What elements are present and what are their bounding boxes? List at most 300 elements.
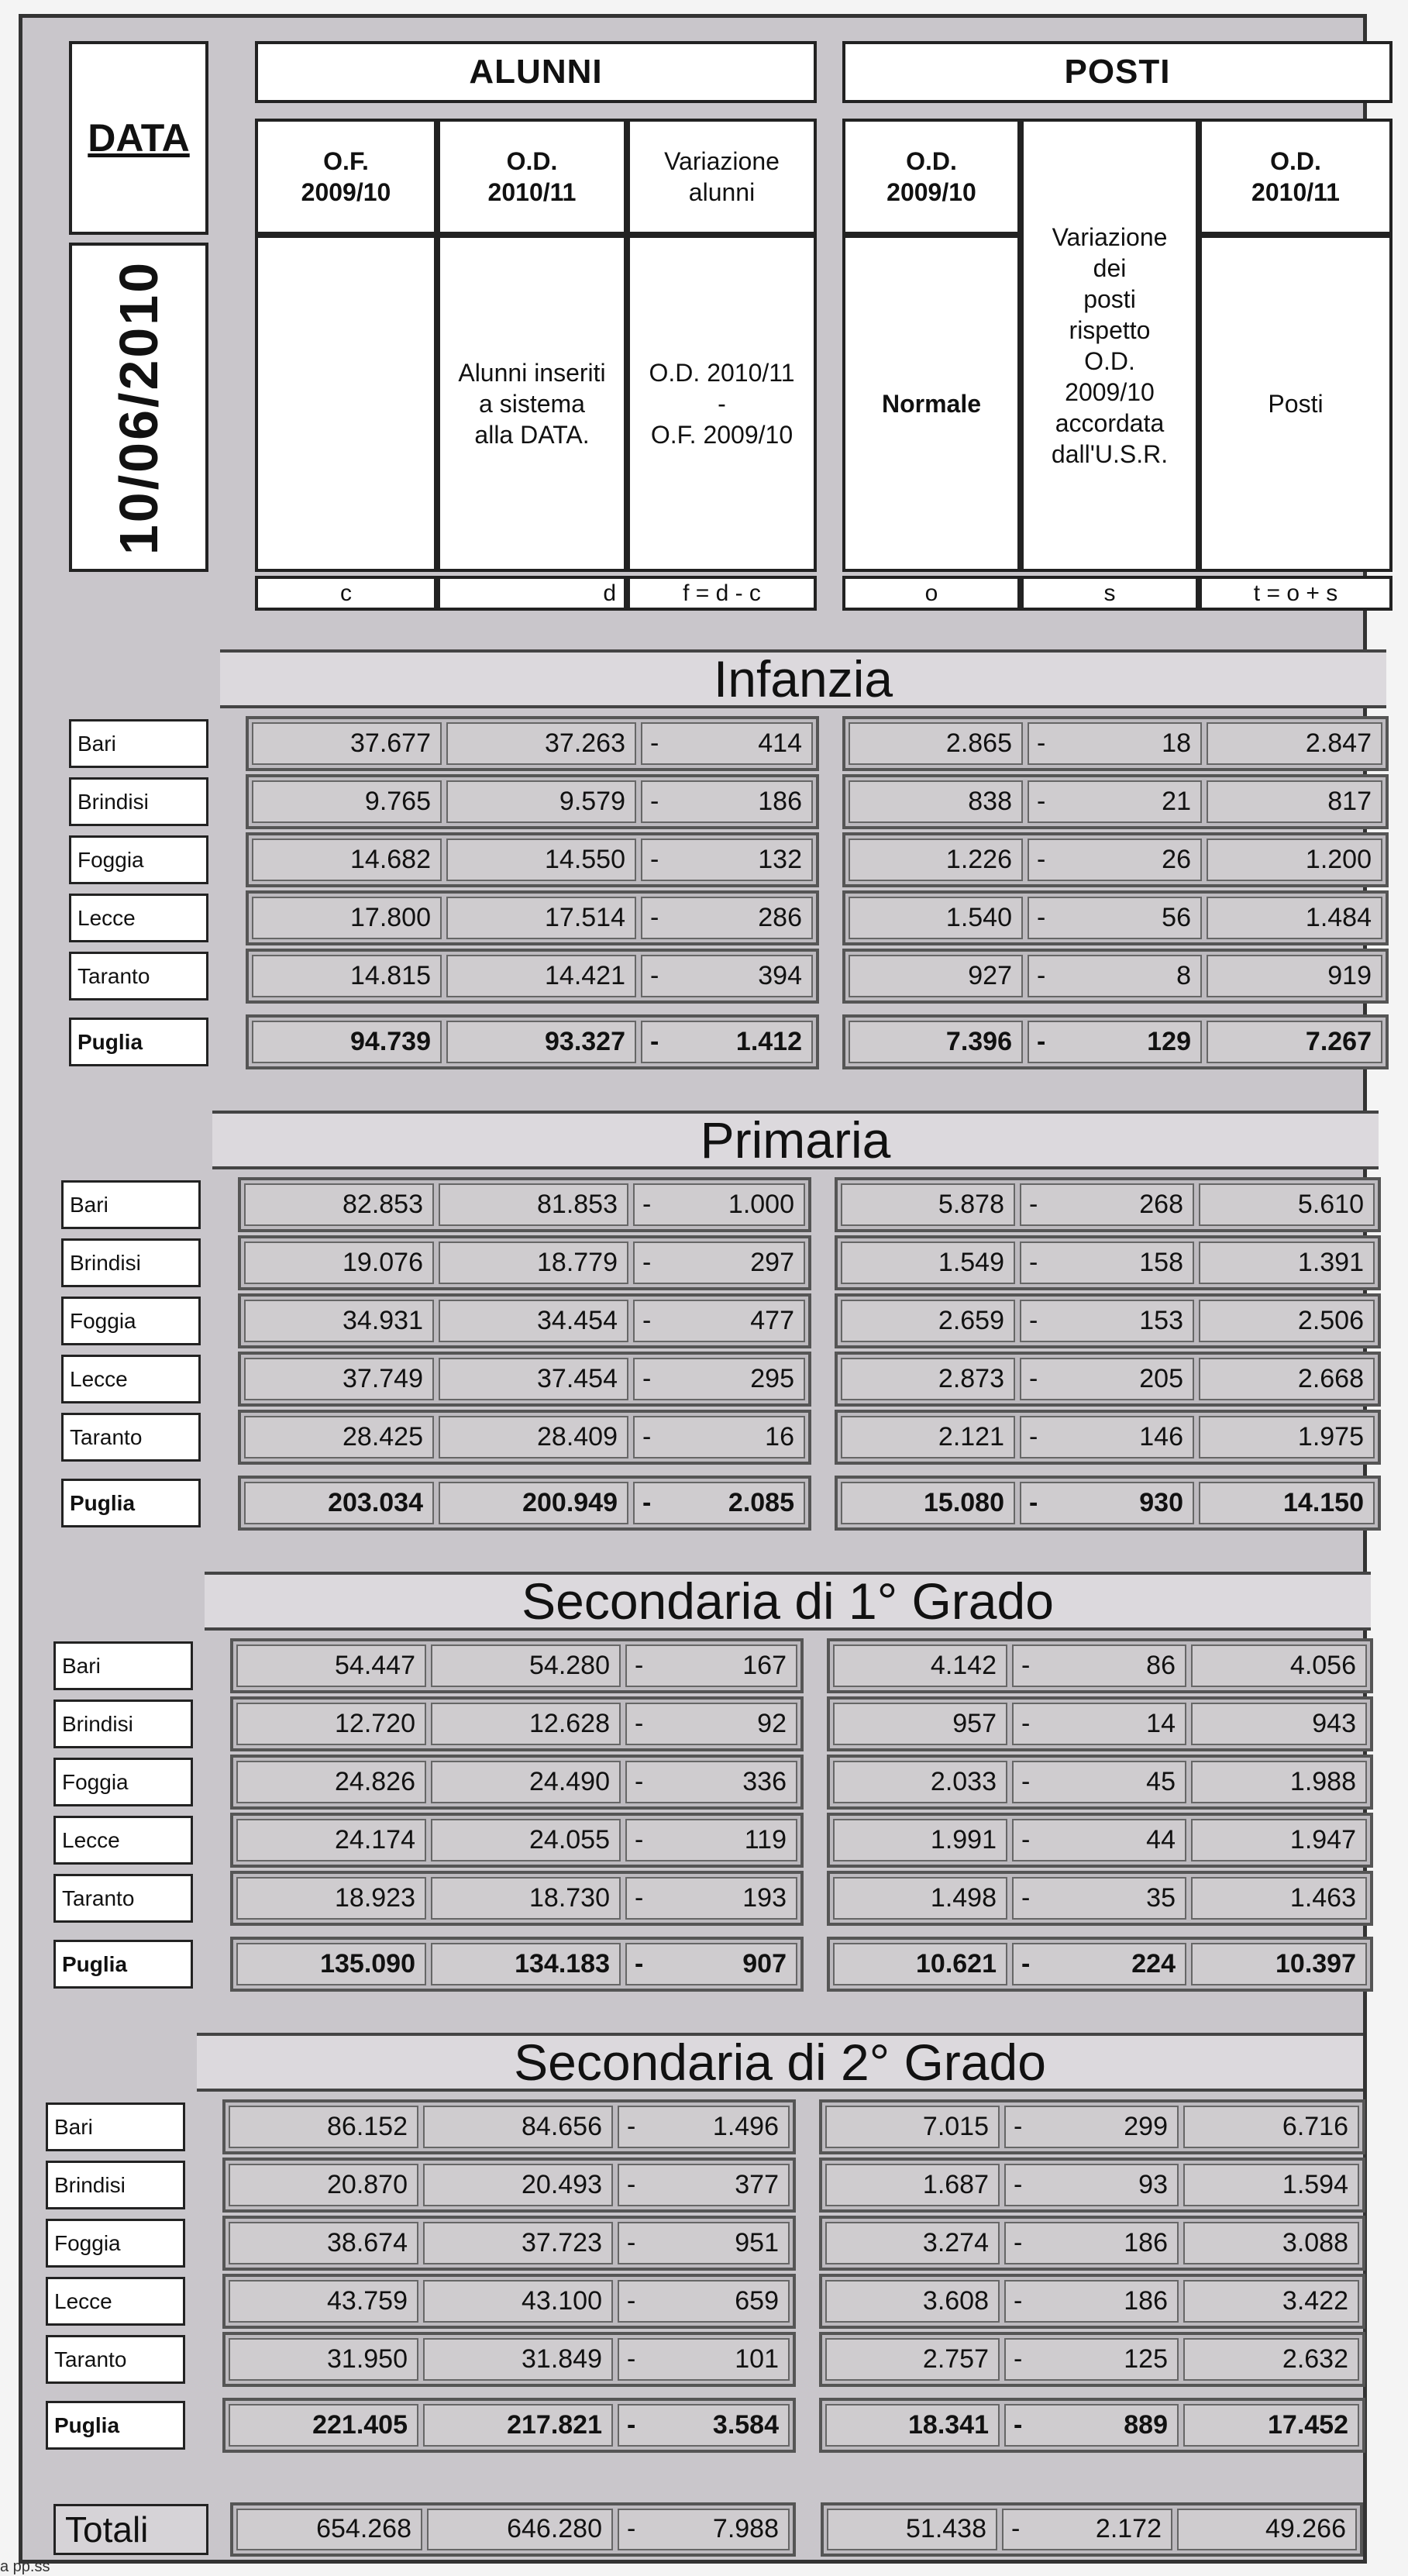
cell-value: 17.800 <box>350 903 431 932</box>
province-label: Foggia <box>61 1297 201 1345</box>
alunni-row <box>246 890 819 945</box>
cell-f <box>625 1877 797 1920</box>
alunni-row <box>230 1638 804 1693</box>
cell-value: 146 <box>1139 1422 1183 1452</box>
col-letter-c: c <box>255 576 437 611</box>
cell-c <box>229 2280 418 2323</box>
cell-value: 56 <box>1162 903 1191 932</box>
totali-c: 654.268 <box>236 2509 422 2550</box>
alunni-row <box>230 1937 804 1992</box>
cell-value: 1.000 <box>728 1190 794 1219</box>
province-label: Brindisi <box>69 777 208 826</box>
cell-o <box>825 2338 1000 2381</box>
cell-o <box>833 1943 1007 1985</box>
cell-value: 2.865 <box>945 728 1012 758</box>
cell-s <box>1028 780 1202 823</box>
cell-o <box>825 2280 1000 2323</box>
cell-value: 200.949 <box>522 1488 618 1517</box>
cell-d <box>446 839 636 881</box>
cell-value: 186 <box>758 787 802 816</box>
cell-value: 18 <box>1162 728 1191 758</box>
cell-c <box>244 1358 434 1400</box>
cell-value: 205 <box>1139 1364 1183 1393</box>
cell-value: 1.975 <box>1297 1422 1364 1452</box>
alunni-row <box>222 2274 796 2329</box>
cell-value: 7.267 <box>1305 1027 1372 1056</box>
cell-t <box>1183 2222 1359 2264</box>
alunni-row <box>238 1177 811 1232</box>
minus-sign: - <box>1021 1949 1031 1978</box>
section-title: Primaria <box>212 1111 1379 1169</box>
cell-value: 2.757 <box>922 2344 989 2374</box>
posti-row <box>842 774 1389 829</box>
cell-value: 15.080 <box>924 1488 1004 1517</box>
cell-value: 1.463 <box>1289 1883 1356 1913</box>
posti-row <box>842 716 1389 771</box>
totali-label: Totali <box>53 2504 208 2555</box>
minus-sign: - <box>635 1883 644 1913</box>
cell-c <box>236 1819 426 1861</box>
cell-value: 927 <box>968 961 1012 990</box>
posti-row <box>827 1638 1373 1693</box>
cell-value: 8 <box>1176 961 1191 990</box>
minus-sign: - <box>1014 2344 1023 2374</box>
cell-value: 1.200 <box>1305 845 1372 874</box>
footer-note: a pp.ss <box>0 2558 50 2575</box>
cell-d <box>446 955 636 997</box>
cell-s <box>1012 1703 1186 1745</box>
province-label: Brindisi <box>46 2161 185 2209</box>
totali-s: - 2.172 <box>1002 2509 1172 2550</box>
cell-s <box>1028 897 1202 939</box>
cell-t <box>1191 1943 1367 1985</box>
minus-sign: - <box>635 1825 644 1855</box>
cell-c <box>244 1482 434 1524</box>
cell-s <box>1020 1183 1194 1226</box>
cell-t <box>1199 1416 1375 1458</box>
cell-value: 82.853 <box>343 1190 423 1219</box>
cell-s <box>1012 1877 1186 1920</box>
cell-value: 838 <box>968 787 1012 816</box>
cell-value: 38.674 <box>327 2228 408 2257</box>
alunni-header: ALUNNI <box>255 41 817 103</box>
posti-row <box>827 1696 1373 1751</box>
cell-d <box>431 1644 621 1687</box>
posti-row <box>819 2216 1365 2271</box>
province-label: Brindisi <box>61 1238 201 1287</box>
posti-row <box>835 1352 1381 1407</box>
region-total-label: Puglia <box>53 1940 193 1989</box>
col-letter-d: d <box>437 576 627 611</box>
province-label: Lecce <box>53 1816 193 1865</box>
cell-d <box>431 1819 621 1861</box>
cell-c <box>236 1644 426 1687</box>
cell-value: 6.716 <box>1282 2112 1348 2141</box>
cell-value: 1.412 <box>735 1027 802 1056</box>
cell-s <box>1020 1416 1194 1458</box>
posti-row <box>835 1293 1381 1348</box>
cell-value: 1.988 <box>1289 1767 1356 1796</box>
cell-value: 17.514 <box>545 903 625 932</box>
totali-o: 51.438 <box>827 2509 997 2550</box>
cell-o <box>849 1021 1023 1063</box>
data-label: DATA <box>88 116 190 160</box>
cell-value: 12.720 <box>335 1709 415 1738</box>
cell-d <box>431 1877 621 1920</box>
cell-o <box>833 1703 1007 1745</box>
cell-value: 1.687 <box>922 2170 989 2199</box>
posti-row <box>835 1410 1381 1465</box>
region-total-label: Puglia <box>69 1018 208 1066</box>
cell-value: 299 <box>1124 2112 1168 2141</box>
report-date: 10/06/2010 <box>108 260 169 555</box>
cell-value: 134.183 <box>515 1949 610 1978</box>
minus-sign: - <box>650 961 659 990</box>
province-label: Taranto <box>61 1413 201 1462</box>
cell-o <box>833 1761 1007 1803</box>
totali-posti-group <box>821 2502 1363 2557</box>
cell-f <box>633 1416 805 1458</box>
cell-value: 153 <box>1139 1306 1183 1335</box>
col-letter-o: o <box>842 576 1021 611</box>
cell-o <box>833 1644 1007 1687</box>
minus-sign: - <box>650 1027 659 1056</box>
cell-value: 1.226 <box>945 845 1012 874</box>
alunni-row <box>246 716 819 771</box>
minus-sign: - <box>627 2228 636 2257</box>
cell-value: 9.579 <box>559 787 625 816</box>
cell-value: 14.550 <box>545 845 625 874</box>
cell-value: 21 <box>1162 787 1191 816</box>
province-label: Bari <box>69 719 208 768</box>
cell-d <box>439 1300 628 1342</box>
cell-d <box>431 1943 621 1985</box>
cell-value: 45 <box>1146 1767 1176 1796</box>
cell-value: 414 <box>758 728 802 758</box>
cell-value: 1.498 <box>930 1883 997 1913</box>
cell-value: 20.870 <box>327 2170 408 2199</box>
posti-row <box>827 1871 1373 1926</box>
cell-s <box>1028 1021 1202 1063</box>
col-letter-f: f = d - c <box>627 576 817 611</box>
minus-sign: - <box>650 787 659 816</box>
cell-value: 93.327 <box>545 1027 625 1056</box>
minus-sign: - <box>635 1709 644 1738</box>
cell-s <box>1020 1300 1194 1342</box>
cell-d <box>431 1703 621 1745</box>
col-variazione-alunni-title: Variazione alunni <box>627 119 817 235</box>
cell-s <box>1004 2280 1179 2323</box>
cell-c <box>229 2164 418 2206</box>
cell-value: 2.668 <box>1297 1364 1364 1393</box>
cell-f <box>618 2280 790 2323</box>
cell-c <box>236 1703 426 1745</box>
cell-value: 14.150 <box>1283 1488 1364 1517</box>
cell-value: 135.090 <box>320 1949 415 1978</box>
cell-o <box>849 722 1023 765</box>
minus-sign: - <box>1037 845 1046 874</box>
cell-o <box>841 1242 1015 1284</box>
col-od-2010-desc: Alunni inseriti a sistema alla DATA. <box>437 235 627 572</box>
cell-value: 1.540 <box>945 903 1012 932</box>
cell-c <box>236 1943 426 1985</box>
cell-c <box>252 780 442 823</box>
cell-t <box>1199 1482 1375 1524</box>
col-of-2009-title: O.F. 2009/10 <box>255 119 437 235</box>
cell-c <box>244 1183 434 1226</box>
cell-value: 4.056 <box>1289 1651 1356 1680</box>
totali-d: 646.280 <box>427 2509 613 2550</box>
cell-t <box>1191 1761 1367 1803</box>
cell-value: 377 <box>735 2170 779 2199</box>
minus-sign: - <box>1021 1767 1031 1796</box>
cell-value: 119 <box>744 1825 787 1855</box>
cell-value: 817 <box>1327 787 1372 816</box>
minus-sign: - <box>1021 1709 1031 1738</box>
cell-value: 907 <box>742 1949 787 1978</box>
minus-sign: - <box>1037 1027 1046 1056</box>
cell-value: 31.849 <box>522 2344 602 2374</box>
cell-value: 336 <box>742 1767 787 1796</box>
cell-o <box>841 1482 1015 1524</box>
cell-value: 16 <box>765 1422 794 1452</box>
col-variazione-posti-title: Variazione dei posti rispetto O.D. 2009/10 accordata dall'U.S.R. <box>1021 119 1199 572</box>
alunni-row <box>230 1696 804 1751</box>
province-label: Bari <box>53 1641 193 1690</box>
cell-value: 394 <box>758 961 802 990</box>
cell-t <box>1183 2106 1359 2148</box>
cell-f <box>641 780 813 823</box>
cell-s <box>1012 1644 1186 1687</box>
cell-o <box>825 2404 1000 2447</box>
alunni-row <box>238 1293 811 1348</box>
cell-s <box>1028 955 1202 997</box>
minus-sign: - <box>1037 787 1046 816</box>
cell-value: 14 <box>1146 1709 1176 1738</box>
cell-f <box>633 1482 805 1524</box>
cell-value: 217.821 <box>507 2410 602 2440</box>
cell-o <box>849 780 1023 823</box>
cell-value: 18.341 <box>908 2410 989 2440</box>
cell-s <box>1028 722 1202 765</box>
minus-sign: - <box>627 2344 636 2374</box>
cell-value: 4.142 <box>930 1651 997 1680</box>
alunni-row <box>222 2398 796 2453</box>
cell-d <box>439 1242 628 1284</box>
cell-c <box>252 722 442 765</box>
cell-value: 37.677 <box>350 728 431 758</box>
cell-d <box>446 897 636 939</box>
col-od-2010-posti-title: O.D. 2010/11 <box>1199 119 1393 235</box>
minus-sign: - <box>1037 728 1046 758</box>
cell-value: 14.682 <box>350 845 431 874</box>
cell-value: 37.454 <box>537 1364 618 1393</box>
cell-value: 1.391 <box>1297 1248 1364 1277</box>
cell-value: 24.174 <box>335 1825 415 1855</box>
cell-d <box>423 2280 613 2323</box>
province-label: Foggia <box>46 2219 185 2268</box>
cell-f <box>633 1358 805 1400</box>
cell-value: 26 <box>1162 845 1191 874</box>
cell-value: 3.274 <box>922 2228 989 2257</box>
cell-value: 18.779 <box>537 1248 618 1277</box>
cell-f <box>633 1242 805 1284</box>
cell-t <box>1191 1877 1367 1920</box>
posti-row <box>835 1476 1381 1531</box>
cell-value: 5.878 <box>938 1190 1004 1219</box>
cell-value: 3.422 <box>1282 2286 1348 2316</box>
cell-value: 1.484 <box>1305 903 1372 932</box>
cell-c <box>229 2222 418 2264</box>
cell-t <box>1191 1819 1367 1861</box>
cell-value: 86 <box>1146 1651 1176 1680</box>
col-variazione-alunni-desc: O.D. 2010/11 - O.F. 2009/10 <box>627 235 817 572</box>
cell-t <box>1207 780 1382 823</box>
cell-o <box>833 1877 1007 1920</box>
cell-f <box>641 955 813 997</box>
cell-value: 3.584 <box>712 2410 779 2440</box>
cell-d <box>446 780 636 823</box>
cell-value: 1.496 <box>712 2112 779 2141</box>
cell-s <box>1020 1242 1194 1284</box>
posti-row <box>819 2158 1365 2213</box>
cell-d <box>446 722 636 765</box>
minus-sign: - <box>627 2286 636 2316</box>
cell-c <box>252 1021 442 1063</box>
province-label: Bari <box>61 1180 201 1229</box>
posti-row <box>842 832 1389 887</box>
cell-value: 84.656 <box>522 2112 602 2141</box>
cell-s <box>1020 1482 1194 1524</box>
cell-s <box>1004 2222 1179 2264</box>
cell-c <box>229 2404 418 2447</box>
cell-f <box>618 2164 790 2206</box>
cell-value: 24.055 <box>529 1825 610 1855</box>
posti-row <box>842 949 1389 1004</box>
cell-t <box>1191 1703 1367 1745</box>
cell-value: 268 <box>1139 1190 1183 1219</box>
posti-row <box>835 1177 1381 1232</box>
province-label: Bari <box>46 2102 185 2151</box>
province-label: Lecce <box>46 2277 185 2326</box>
minus-sign: - <box>1037 961 1046 990</box>
posti-row <box>819 2099 1365 2154</box>
posti-row <box>819 2398 1365 2453</box>
cell-value: 17.452 <box>1268 2410 1348 2440</box>
alunni-row <box>246 949 819 1004</box>
cell-value: 295 <box>750 1364 794 1393</box>
cell-value: 34.931 <box>343 1306 423 1335</box>
alunni-row <box>222 2216 796 2271</box>
minus-sign: - <box>1021 1825 1031 1855</box>
cell-o <box>833 1819 1007 1861</box>
province-label: Foggia <box>53 1758 193 1806</box>
cell-s <box>1004 2404 1179 2447</box>
cell-value: 24.490 <box>529 1767 610 1796</box>
province-label: Foggia <box>69 835 208 884</box>
col-of-2009-desc <box>255 235 437 572</box>
cell-o <box>849 897 1023 939</box>
cell-value: 193 <box>742 1883 787 1913</box>
posti-row <box>842 890 1389 945</box>
minus-sign: - <box>1037 903 1046 932</box>
minus-sign: - <box>1014 2286 1023 2316</box>
region-total-label: Puglia <box>46 2401 185 2450</box>
cell-value: 2.847 <box>1305 728 1372 758</box>
cell-t <box>1199 1358 1375 1400</box>
cell-value: 919 <box>1327 961 1372 990</box>
cell-value: 37.263 <box>545 728 625 758</box>
cell-value: 10.621 <box>916 1949 997 1978</box>
minus-sign: - <box>1014 2170 1023 2199</box>
cell-o <box>825 2106 1000 2148</box>
minus-sign: - <box>642 1422 652 1452</box>
cell-value: 132 <box>758 845 802 874</box>
cell-value: 24.826 <box>335 1767 415 1796</box>
cell-f <box>625 1703 797 1745</box>
cell-value: 2.033 <box>930 1767 997 1796</box>
cell-value: 943 <box>1312 1709 1356 1738</box>
col-od-2010-posti-desc: Posti <box>1199 235 1393 572</box>
cell-c <box>244 1242 434 1284</box>
cell-value: 957 <box>952 1709 997 1738</box>
province-label: Brindisi <box>53 1700 193 1748</box>
cell-f <box>625 1819 797 1861</box>
col-od-2009-desc: Normale <box>842 235 1021 572</box>
posti-row <box>842 1014 1389 1069</box>
cell-value: 1.947 <box>1289 1825 1356 1855</box>
cell-t <box>1183 2404 1359 2447</box>
cell-value: 81.853 <box>537 1190 618 1219</box>
minus-sign: - <box>1029 1364 1038 1393</box>
alunni-row <box>246 774 819 829</box>
cell-o <box>841 1416 1015 1458</box>
alunni-row <box>230 1871 804 1926</box>
cell-value: 10.397 <box>1275 1949 1356 1978</box>
cell-s <box>1004 2106 1179 2148</box>
cell-value: 125 <box>1124 2344 1168 2374</box>
cell-value: 20.493 <box>522 2170 602 2199</box>
cell-value: 43.759 <box>327 2286 408 2316</box>
cell-value: 2.085 <box>728 1488 794 1517</box>
cell-value: 1.549 <box>938 1248 1004 1277</box>
alunni-row <box>238 1476 811 1531</box>
minus-sign: - <box>650 728 659 758</box>
totali-t: 49.266 <box>1177 2509 1357 2550</box>
cell-t <box>1199 1242 1375 1284</box>
cell-t <box>1207 955 1382 997</box>
posti-header: POSTI <box>842 41 1393 103</box>
cell-value: 14.421 <box>545 961 625 990</box>
minus-sign: - <box>1029 1248 1038 1277</box>
cell-o <box>825 2222 1000 2264</box>
cell-value: 158 <box>1139 1248 1183 1277</box>
cell-value: 44 <box>1146 1825 1176 1855</box>
report-sheet <box>19 14 1372 2564</box>
alunni-row <box>238 1235 811 1290</box>
cell-value: 92 <box>757 1709 787 1738</box>
cell-value: 477 <box>750 1306 794 1335</box>
cell-t <box>1199 1300 1375 1342</box>
cell-d <box>439 1358 628 1400</box>
cell-t <box>1207 839 1382 881</box>
cell-c <box>236 1761 426 1803</box>
cell-value: 3.608 <box>922 2286 989 2316</box>
minus-sign: - <box>635 1651 644 1680</box>
cell-f <box>641 1021 813 1063</box>
posti-row <box>827 1755 1373 1810</box>
minus-sign: - <box>1029 1306 1038 1335</box>
